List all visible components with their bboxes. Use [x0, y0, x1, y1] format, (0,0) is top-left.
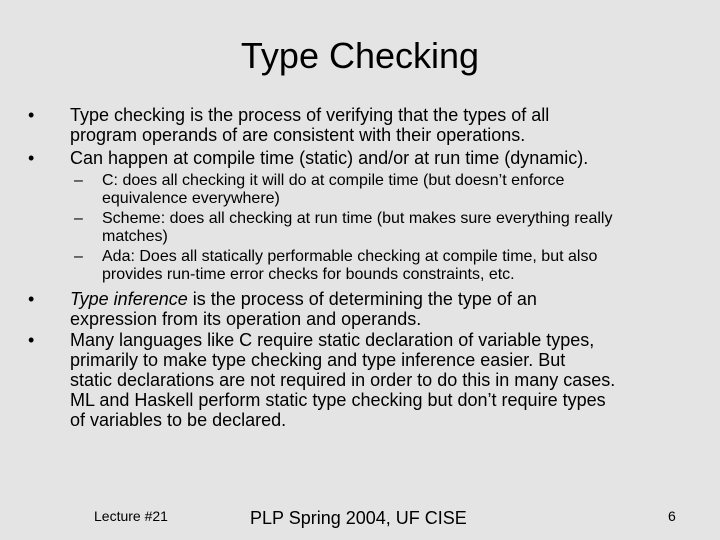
- bullet-text: Many languages like C require static declaration of variable types, primarily to make type checking and type inference easier. But static declarations are not required in order to do this in many cases. ML and Haskell perform static type checking but don’t require types of variables to be declared.: [70, 330, 616, 430]
- subbullet-text: Ada: Does all statically performable checking at compile time, but also provides run-time error checks for bounds constraints, etc.: [102, 248, 598, 283]
- subbullet-marker: –: [74, 248, 83, 265]
- bullet-marker: •: [28, 330, 35, 350]
- bullet-marker: •: [28, 105, 35, 125]
- slide-title: Type Checking: [240, 35, 480, 76]
- subbullet-marker: –: [74, 210, 83, 227]
- type-inference-term: Type inference: [70, 289, 188, 309]
- footer-page-number: 6: [668, 508, 676, 524]
- bullet-marker: •: [28, 148, 35, 168]
- bullet-text: Can happen at compile time (static) and/or at run time (dynamic).: [70, 148, 589, 168]
- bullet-text: Type checking is the process of verifying that the types of all program operands of are consistent with their operations.: [70, 105, 550, 145]
- footer-course-label: PLP Spring 2004, UF CISE: [250, 508, 467, 528]
- subbullet-text: C: does all checking it will do at compile time (but doesn’t enforce equivalence everywhere): [102, 172, 565, 207]
- subbullet-text: Scheme: does all checking at run time (but makes sure everything really matches): [102, 210, 613, 245]
- footer-lecture-label: Lecture #21: [94, 508, 168, 524]
- type-inference-definition: is the process of determining the type of an expression from its operation and operands.: [70, 289, 537, 329]
- bullet-marker: •: [28, 289, 35, 309]
- subbullet-marker: –: [74, 172, 83, 189]
- bullet-text: [70, 289, 710, 329]
